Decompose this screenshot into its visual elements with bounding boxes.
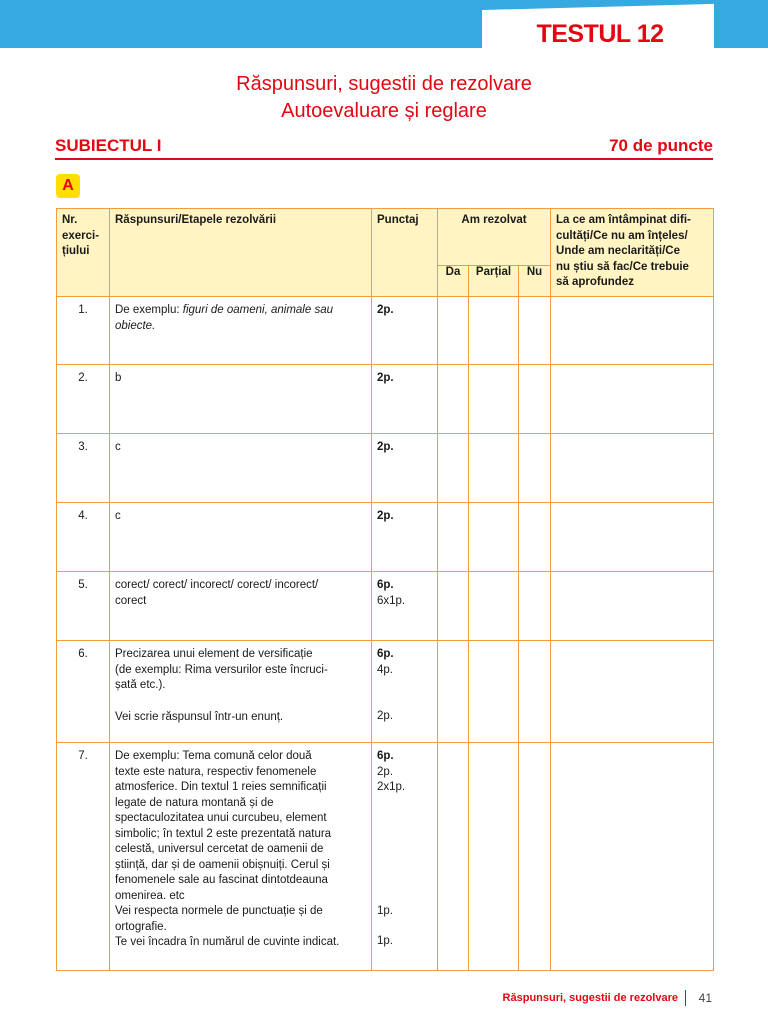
page-footer [480, 990, 712, 1008]
page-title-line2: Autoevaluare și reglare [281, 100, 487, 122]
check-partial[interactable] [469, 503, 519, 572]
check-no[interactable] [519, 297, 551, 365]
difficulty-notes[interactable] [551, 297, 714, 365]
footer-text: Răspunsuri, sugestii de rezolvare [502, 992, 678, 1004]
table-row: 3. c 2p. [57, 434, 714, 503]
difficulty-notes[interactable] [551, 503, 714, 572]
section-badge: A [56, 174, 80, 198]
check-partial[interactable] [469, 365, 519, 434]
difficulty-notes[interactable] [551, 365, 714, 434]
difficulty-notes[interactable] [551, 572, 714, 641]
subject-points: 70 de puncte [609, 136, 713, 155]
header-answers: Răspunsuri/Etapele rezolvării [110, 209, 372, 297]
check-yes[interactable] [438, 641, 469, 743]
check-yes[interactable] [438, 572, 469, 641]
check-partial[interactable] [469, 641, 519, 743]
header-solved: Am rezolvat [438, 209, 551, 266]
check-partial[interactable] [469, 572, 519, 641]
header-yes: Da [438, 266, 469, 297]
header-partial: Parțial [469, 266, 519, 297]
subject-name: SUBIECTUL I [55, 136, 162, 155]
table-row: 2. b 2p. [57, 365, 714, 434]
check-yes[interactable] [438, 434, 469, 503]
header-no: Nu [519, 266, 551, 297]
table-header-row [57, 209, 714, 266]
footer-separator [685, 990, 686, 1006]
check-no[interactable] [519, 503, 551, 572]
difficulty-notes[interactable] [551, 434, 714, 503]
check-no[interactable] [519, 572, 551, 641]
difficulty-notes[interactable] [551, 641, 714, 743]
page-number: 41 [698, 991, 712, 1005]
answers-table [56, 208, 714, 971]
check-no[interactable] [519, 434, 551, 503]
check-yes[interactable] [438, 743, 469, 971]
header-difficulty: La ce am întâmpinat difi- cultăți/Ce nu am înțeles/ Unde am neclarități/Ce nu știu să fac/Ce trebuie să aprofundez [551, 209, 714, 297]
table-row: 5. corect/ corect/ incorect/ corect/ incorect/ corect 6p. 6x1p. [57, 572, 714, 641]
check-yes[interactable] [438, 503, 469, 572]
check-yes[interactable] [438, 297, 469, 365]
test-label: TESTUL 12 [536, 20, 664, 48]
check-no[interactable] [519, 743, 551, 971]
table-row: 1. De exemplu: figuri de oameni, animale sau obiecte. 2p. [57, 297, 714, 365]
table-row: 4. c 2p. [57, 503, 714, 572]
table-row: 6. Precizarea unui element de versificație (de exemplu: Rima versurilor este încruci- șată etc.). Vei scrie răspunsul într-un enunț. 6p. 4p. 2p. [57, 641, 714, 743]
check-no[interactable] [519, 641, 551, 743]
difficulty-notes[interactable] [551, 743, 714, 971]
check-no[interactable] [519, 365, 551, 434]
check-yes[interactable] [438, 365, 469, 434]
header-nr: Nr. exerci- țiului [57, 209, 110, 297]
header-score: Punctaj [372, 209, 438, 297]
check-partial[interactable] [469, 297, 519, 365]
table-row: 7. De exemplu: Tema comună celor două texte este natura, respectiv fenomenele atmosferice. Din textul 1 reies semnificații legate de natura montană și de spectaculozitatea unui curcubeu, element simbolic; în textul 2 este prezentată natura celestă, universul cercetat de oamenii de știință, dar și de oamenii obișnuiți. Cerul și fenomenele sale au fascinat dintotdeauna omenirea. etc Vei respecta normele de punctuație și de ortografie. Te vei încadra în numărul de cuvinte indicat. 6p. 2p. 2x1p. 1p. 1p. [57, 743, 714, 971]
subject-header [55, 136, 713, 160]
page-title-line1: Răspunsuri, sugestii de rezolvare [236, 73, 532, 95]
check-partial[interactable] [469, 743, 519, 971]
check-partial[interactable] [469, 434, 519, 503]
